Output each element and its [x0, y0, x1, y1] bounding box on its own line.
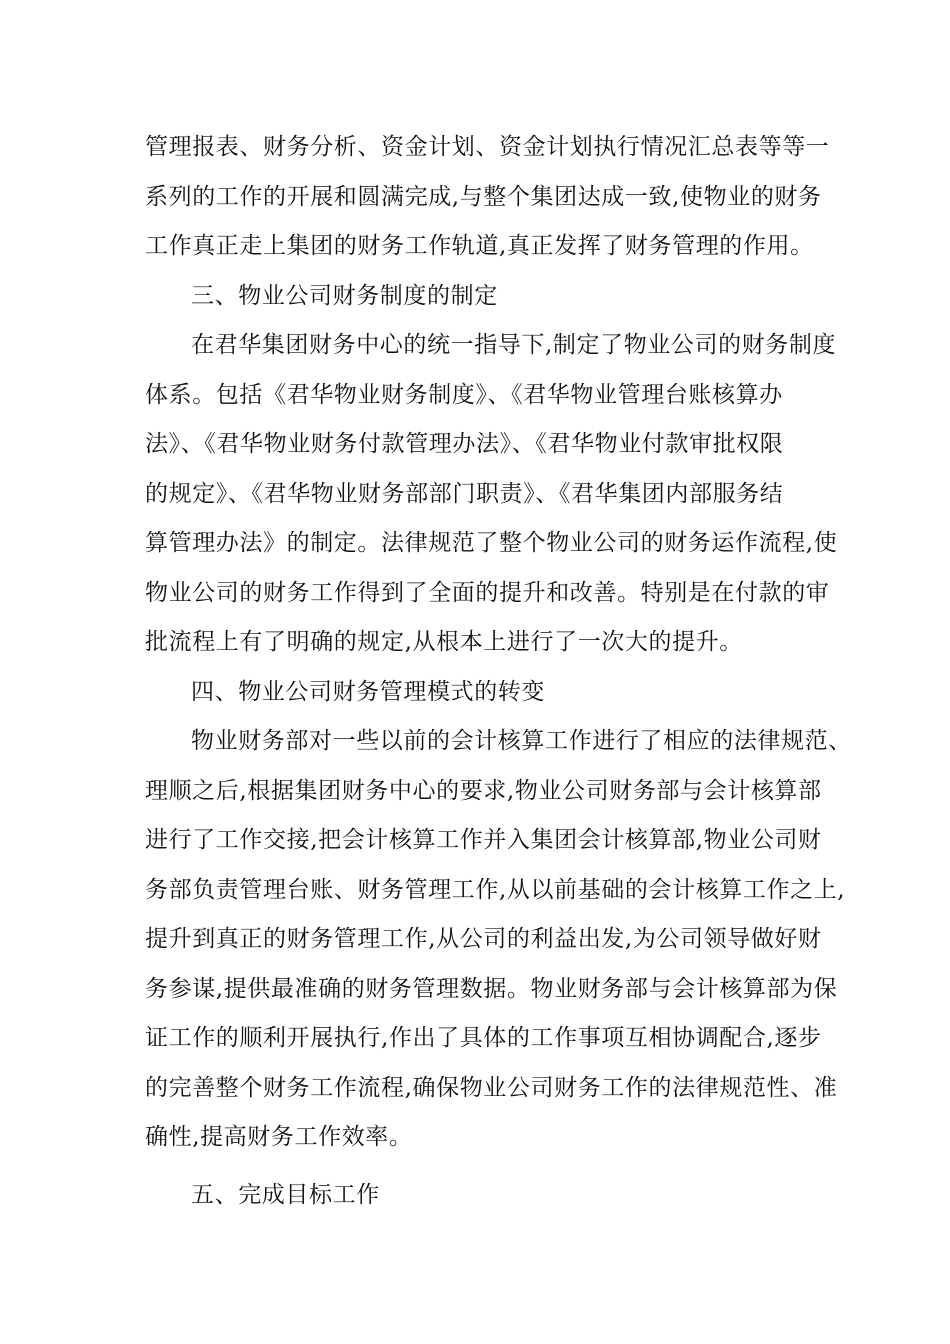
paragraph-line: 进行了工作交接,把会计核算工作并入集团会计核算部,物业公司财 — [145, 827, 822, 853]
paragraph-line: 的完善整个财务工作流程,确保物业公司财务工作的法律规范性、准 — [145, 1074, 838, 1101]
section-heading-3: 三、物业公司财务制度的制定 — [191, 282, 498, 309]
paragraph-line: 确性,提高财务工作效率。 — [145, 1124, 413, 1150]
paragraph-line: 理顺之后,根据集团财务中心的要求,物业公司财务部与会计核算部 — [145, 777, 822, 804]
paragraph-line: 在君华集团财务中心的统一指导下,制定了物业公司的财务制度 — [191, 332, 837, 358]
paragraph-line: 体系。包括《君华物业财务制度》、《君华物业管理台账核算办 — [145, 381, 783, 408]
paragraph-line: 批流程上有了明确的规定,从根本上进行了一次大的提升。 — [145, 629, 743, 655]
section-heading-5: 五、完成目标工作 — [191, 1181, 380, 1208]
paragraph-line: 提升到真正的财务管理工作,从公司的利益出发,为公司领导做好财 — [145, 926, 822, 952]
paragraph-line: 物业财务部对一些以前的会计核算工作进行了相应的法律规范、 — [191, 728, 852, 754]
paragraph-line: 法》、《君华物业财务付款管理办法》、《君华物业付款审批权限 — [145, 431, 784, 457]
paragraph-line: 系列的工作的开展和圆满完成,与整个集团达成一致,使物业的财务 — [145, 183, 822, 210]
paragraph-line: 算管理办法》的制定。法律规范了整个物业公司的财务运作流程,使 — [145, 530, 838, 556]
paragraph-line: 务参谋,提供最准确的财务管理数据。物业财务部与会计核算部为保 — [145, 975, 838, 1002]
paragraph-line: 工作真正走上集团的财务工作轨道,真正发挥了财务管理的作用。 — [145, 233, 814, 259]
paragraph-line: 的规定》、《君华物业财务部部门职责》、《君华集团内部服务结 — [145, 480, 784, 507]
paragraph-line: 物业公司的财务工作得到了全面的提升和改善。特别是在付款的审 — [145, 579, 830, 606]
document-body — [145, 123, 852, 1220]
paragraph-line: 务部负责管理台账、财务管理工作,从以前基础的会计核算工作之上, — [145, 876, 846, 903]
paragraph-line: 证工作的顺利开展执行,作出了具体的工作事项互相协调配合,逐步 — [145, 1025, 822, 1051]
section-heading-4: 四、物业公司财务管理模式的转变 — [191, 678, 545, 705]
paragraph-line: 管理报表、财务分析、资金计划、资金计划执行情况汇总表等等一 — [145, 134, 830, 160]
